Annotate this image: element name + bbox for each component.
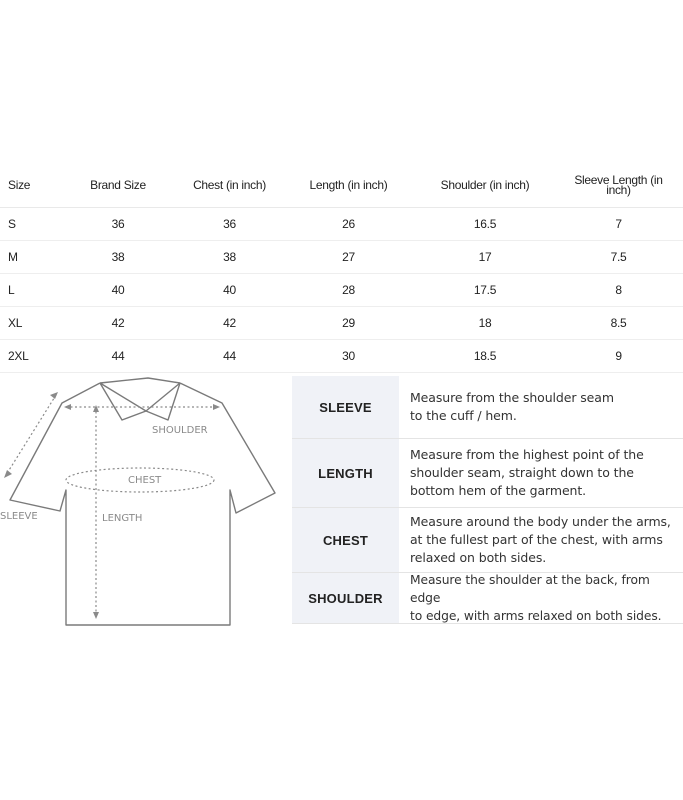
header-sleeve-length-text: Sleeve Length (in inch) — [574, 173, 663, 197]
header-sleeve-length — [554, 163, 683, 208]
shoulder-cell: 18.5 — [416, 340, 554, 373]
chest-cell: 36 — [178, 208, 281, 241]
sleeve-length-cell: 8 — [554, 274, 683, 307]
header-chest: Chest (in inch) — [178, 163, 281, 208]
brand-size-cell: 38 — [58, 241, 178, 274]
guide-description: Measure around the body under the arms, at the fullest part of the chest, with arms relaxed on both sides. — [410, 514, 671, 565]
size-cell: L — [0, 274, 58, 307]
arrow-upright-icon — [50, 392, 58, 399]
table-row — [0, 307, 683, 340]
shoulder-label: SHOULDER — [152, 425, 208, 436]
chest-label: CHEST — [128, 475, 162, 486]
shoulder-cell: 17 — [416, 241, 554, 274]
sleeve-line — [6, 395, 56, 475]
header-shoulder: Shoulder (in inch) — [416, 163, 554, 208]
table-row — [0, 340, 683, 373]
shirt-measurement-diagram — [0, 375, 290, 635]
sleeve-length-cell: 7 — [554, 208, 683, 241]
guide-row-chest — [292, 508, 683, 573]
sleeve-length-cell: 7.5 — [554, 241, 683, 274]
arrow-right-icon — [213, 404, 220, 410]
size-cell: M — [0, 241, 58, 274]
header-length: Length (in inch) — [281, 163, 416, 208]
shirt-outline — [10, 378, 275, 625]
table-row — [0, 241, 683, 274]
guide-description: Measure from the shoulder seam to the cuff / hem. — [410, 390, 614, 423]
length-cell: 26 — [281, 208, 416, 241]
guide-row-shoulder — [292, 573, 683, 624]
guide-label: LENGTH — [292, 439, 399, 507]
chest-cell: 44 — [178, 340, 281, 373]
size-chart-table — [0, 163, 683, 373]
table-row — [0, 274, 683, 307]
table-row — [0, 208, 683, 241]
size-cell: S — [0, 208, 58, 241]
guide-row-length — [292, 439, 683, 508]
guide-description: Measure from the highest point of the shoulder seam, straight down to the bottom hem of the garment. — [410, 447, 644, 498]
chest-cell: 40 — [178, 274, 281, 307]
sleeve-length-cell: 8.5 — [554, 307, 683, 340]
shoulder-cell: 18 — [416, 307, 554, 340]
guide-label: CHEST — [292, 508, 399, 572]
header-brand-size: Brand Size — [58, 163, 178, 208]
size-cell: 2XL — [0, 340, 58, 373]
arrow-downleft-icon — [4, 470, 12, 478]
shoulder-cell: 17.5 — [416, 274, 554, 307]
brand-size-cell: 36 — [58, 208, 178, 241]
guide-label: SLEEVE — [292, 376, 399, 438]
measurement-guide — [292, 376, 683, 624]
length-label: LENGTH — [102, 513, 143, 524]
arrow-down-icon — [93, 612, 99, 619]
length-cell: 30 — [281, 340, 416, 373]
length-cell: 27 — [281, 241, 416, 274]
length-cell: 28 — [281, 274, 416, 307]
sleeve-length-cell: 9 — [554, 340, 683, 373]
brand-size-cell: 42 — [58, 307, 178, 340]
chest-cell: 42 — [178, 307, 281, 340]
size-cell: XL — [0, 307, 58, 340]
length-cell: 29 — [281, 307, 416, 340]
size-chart-header-row — [0, 163, 683, 208]
sleeve-label: SLEEVE — [0, 511, 38, 522]
chest-cell: 38 — [178, 241, 281, 274]
header-size: Size — [0, 163, 58, 208]
brand-size-cell: 44 — [58, 340, 178, 373]
shoulder-cell: 16.5 — [416, 208, 554, 241]
arrow-up-icon — [93, 405, 99, 412]
guide-row-sleeve — [292, 376, 683, 439]
guide-label: SHOULDER — [292, 573, 399, 623]
guide-description: Measure the shoulder at the back, from edge to edge, with arms relaxed on both sides. — [410, 573, 662, 623]
brand-size-cell: 40 — [58, 274, 178, 307]
arrow-left-icon — [64, 404, 71, 410]
